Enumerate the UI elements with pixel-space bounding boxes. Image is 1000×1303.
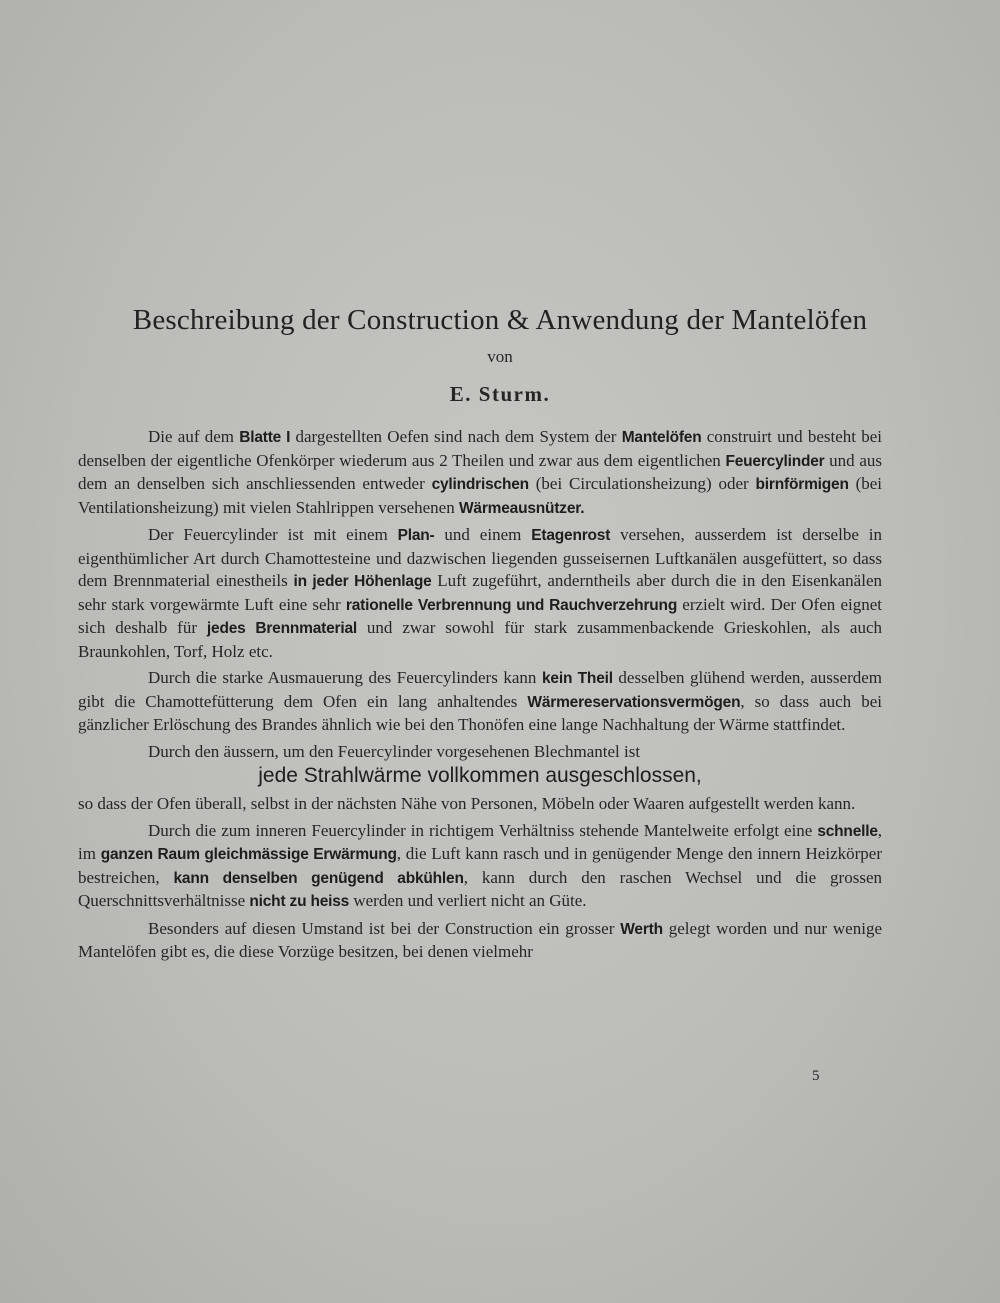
emphasis-line: jede Strahlwärme vollkommen ausgeschlossen, [258,764,702,787]
page-title: Beschreibung der Construction & Anwendung der Mantelöfen [132,304,868,336]
paragraph-5: Durch die zum inneren Feuercylinder in richtigem Verhältniss stehende Mantelweite erfolgt eine schnelle, im ganzen Raum gleichmässige Erwärmung, die Luft kann rasch und in genügender Menge den innern Heizkörper bestreichen, kann denselben genügend abkühlen, kann durch den raschen Wechsel und die grossen Querschnittsverhältnisse nicht zu heiss werden und verliert nicht an Güte. [78,820,882,910]
body-text [78,426,882,968]
paragraph-2: Der Feuercylinder ist mit einem Plan- und einem Etagenrost versehen, ausserdem ist derselbe in eigenthümlicher Art durch Chamottesteine und dazwischen liegenden gusseisernen Luftkanälen ausgefüttert, so dass dem Brennmaterial einestheils in jeder Höhenlage Luft zugeführt, anderntheils aber durch die in den Eisenkanälen sehr stark vorgewärmte Luft eine sehr rationelle Verbrennung und Rauchverzehrung erzielt wird. Der Ofen eignet sich deshalb für jedes Brennmaterial und zwar sowohl für stark zusammenbackende Grieskohlen, als auch Braunkohlen, Torf, Holz etc. [78,525,883,661]
paragraph-4-continued: so dass der Ofen überall, selbst in der nächsten Nähe von Personen, Möbeln oder Waaren aufgestellt werden kann. [78,794,856,813]
paragraph-1: Die auf dem Blatte I dargestellten Oefen sind nach dem System der Mantelöfen construirt und besteht bei denselben der eigentliche Ofenkörper wiederum aus 2 Theilen und zwar aus dem eigentlichen Feuercylinder und aus dem an denselben sich anschliessenden entweder cylindrischen (bei Circulationsheizung) oder birnförmigen (bei Ventilationsheizung) mit vielen Stahlrippen versehenen Wärmeausnützer. [78,427,882,517]
page-number: 5 [812,1068,820,1084]
paragraph-4: Durch den äussern, um den Feuercylinder vorgesehenen Blechmantel ist [148,741,641,761]
paragraph-6: Besonders auf diesen Umstand ist bei der Construction ein grosser Werth gelegt worden und nur wenige Mantelöfen gibt es, die diese Vorzüge besitzen, bei denen vielmehr [78,918,882,961]
byline-von: von [487,347,513,366]
paragraph-3: Durch die starke Ausmauerung des Feuercylinders kann kein Theil desselben glühend werden, ausserdem gibt die Chamottefütterung dem Ofen ein lang anhaltendes Wärmereservationsvermögen, so dass auch bei gänzlicher Erlöschung des Brandes ähnlich wie bei den Thonöfen eine lange Nachhaltung der Wärme stattfindet. [78,668,883,734]
author-name: E. Sturm. [449,382,551,406]
